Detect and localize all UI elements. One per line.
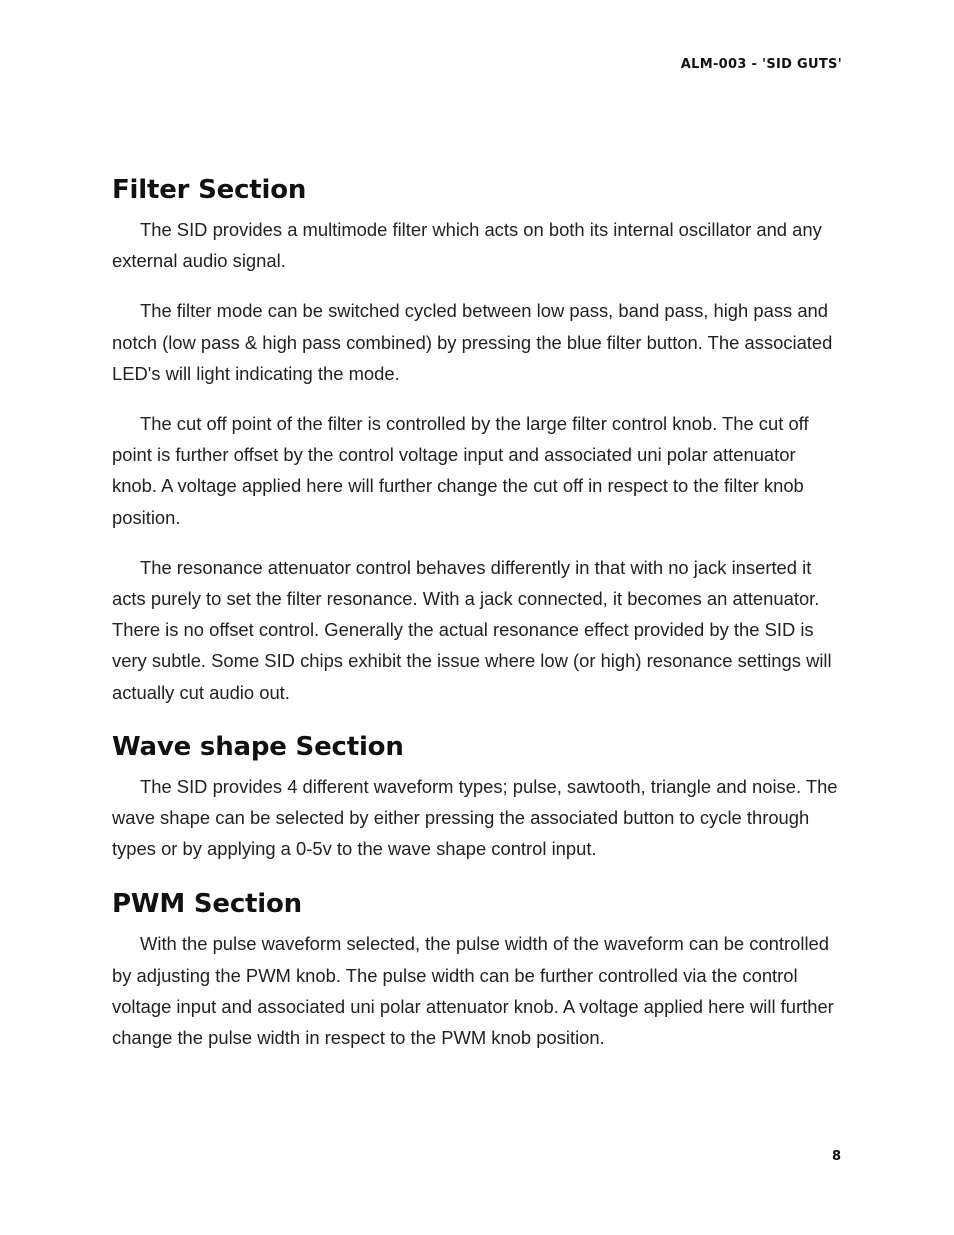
running-header: ALM-003 - 'SID GUTS' <box>680 57 842 72</box>
paragraph: With the pulse waveform selected, the pulse width of the waveform can be controlled by adjusting the PWM knob. The pulse width can be further controlled via the control voltage input and associated uni polar attenuator knob. A voltage applied here will further change the pulse width in respect to the PWM knob position. <box>112 933 834 1049</box>
page-number: 8 <box>831 1149 841 1164</box>
paragraph: The SID provides a multimode filter which acts on both its internal oscillator and any external audio signal. <box>112 219 822 272</box>
filter-section <box>112 170 842 708</box>
section-heading-filter: Filter Section <box>112 175 307 205</box>
page-content <box>112 170 842 1072</box>
wave-shape-section <box>112 727 842 865</box>
paragraph: The resonance attenuator control behaves differently in that with no jack inserted it acts purely to set the filter resonance. With a jack connected, it becomes an attenuator. There is no offset control. Generally the actual resonance effect provided by the SID is very subtle. Some SID chips exhibit the issue where low (or high) resonance settings will actually cut audio out. <box>112 556 832 703</box>
pwm-section <box>112 884 842 1053</box>
section-heading-wave-shape: Wave shape Section <box>112 731 404 762</box>
paragraph: The filter mode can be switched cycled between low pass, band pass, high pass and notch (low pass & high pass combined) by pressing the blue filter button. The associated LED's will light indicating the mode. <box>112 300 833 384</box>
paragraph: The SID provides 4 different waveform types; pulse, sawtooth, triangle and noise. The wave shape can be selected by either pressing the associated button to cycle through types or by applying a 0-5v to the wave shape control input. <box>112 775 838 860</box>
section-heading-pwm: PWM Section <box>112 889 302 920</box>
paragraph: The cut off point of the filter is controlled by the large filter control knob. The cut off point is further offset by the control voltage input and associated uni polar attenuator knob. A voltage applied here will further change the cut off in respect to the filter knob position. <box>112 413 809 528</box>
